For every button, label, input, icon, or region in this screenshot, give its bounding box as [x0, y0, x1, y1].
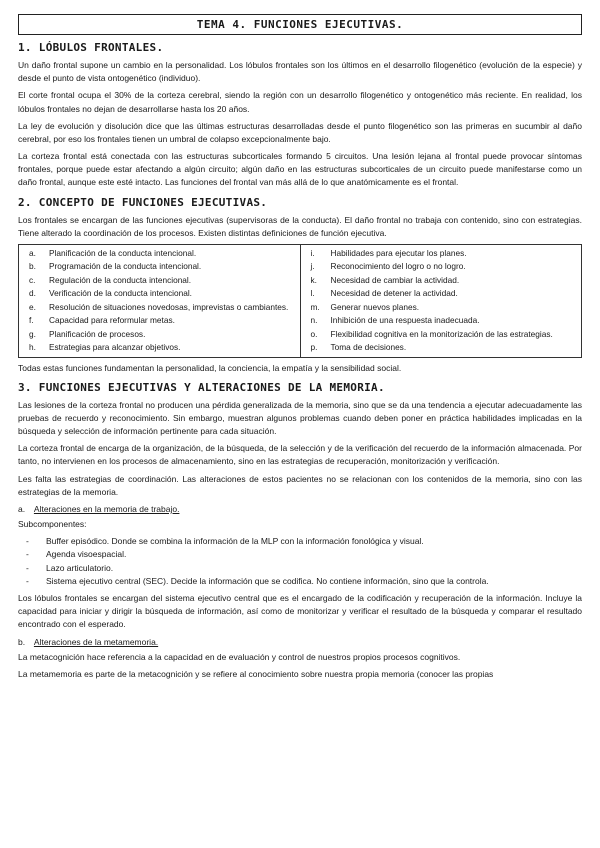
- list-item: e. Resolución de situaciones novedosas, imprevistas o cambiantes.: [29, 301, 289, 312]
- section-1-paragraph: El corte frontal ocupa el 30% de la corteza cerebral, siendo la región con un desarrollo filogenético y ontogenético más reciente. En realidad, los lóbulos frontales no dejan de desarrollarse hasta los 20 años.: [18, 90, 582, 114]
- subsection-a-title: Alteraciones en la memoria de trabajo.: [33, 503, 180, 514]
- list-item: g. Planificación de procesos.: [29, 328, 146, 339]
- list-item: p. Toma de decisiones.: [310, 342, 407, 353]
- section-3-paragraph: La corteza frontal de encarga de la organización, de la búsqueda, de la selección y de la verificación del recuerdo de la información almacenada. Por tanto, no intervienen en los procesos de almacenamiento, sino en las estrategias de recuperación, monitorización y verificación.: [18, 443, 582, 467]
- section-1-paragraph: La ley de evolución y disolución dice que las últimas estructuras desarrolladas desde el punto filogenético son las primeras en sucumbir al daño cerebral, por eso los frontales tienen un umbral de colapso excepcionalmente bajo.: [18, 120, 582, 144]
- list-item: o. Flexibilidad cognitiva en la monitorización de las estrategias.: [310, 328, 553, 339]
- list-item: i. Habilidades para ejecutar los planes.: [310, 248, 467, 259]
- functions-left-column: [19, 245, 301, 358]
- subsection-a-heading: [18, 503, 582, 516]
- executive-functions-table: [18, 244, 582, 358]
- subcomponents-list: [18, 535, 582, 588]
- subsection-a-paragraph: Los lóbulos frontales se encargan del sistema ejecutivo central que es el encargado de la codificación y recuperación de la información. Incluye la capacidad para iniciar y dirigir la búsqueda de información, así como de monitorizar y verificar el resultado de la búsqueda y comparar el resultado encontrado con el esperado.: [18, 592, 582, 630]
- section-3-paragraph: Las lesiones de la corteza frontal no producen una pérdida generalizada de la memoria, sino que se da una tendencia a ejecutar adecuadamente las pruebas de recuerdo y reconocimiento. Sin embargo, muestran algunos problemas cuando deben poner en práctica habilidades implicadas en la búsqueda y selección de información pertinente para cada situación.: [18, 399, 582, 437]
- list-item: b. Programación de la conducta intencional.: [29, 261, 202, 272]
- list-item: - Sistema ejecutivo central (SEC). Decide la información que se codifica. No contiene información, sino que la controla.: [26, 575, 489, 586]
- list-item: f. Capacidad para reformular metas.: [29, 315, 175, 326]
- page-title: TEMA 4. FUNCIONES EJECUTIVAS.: [18, 14, 582, 35]
- section-2-intro: Los frontales se encargan de las funciones ejecutivas (supervisoras de la conducta). El daño frontal no trabaja con contenido, sino con estrategias. Tiene alterado la coordinación de los procesos. Existen distintas definiciones de función ejecutiva.: [18, 214, 582, 238]
- section-2-outro: Todas estas funciones fundamentan la personalidad, la conciencia, la empatía y la sensibilidad social.: [18, 362, 402, 373]
- list-item: a. Planificación de la conducta intencional.: [29, 248, 197, 259]
- subsection-b-paragraph: La metacognición hace referencia a la capacidad en de evaluación y control de nuestros propios procesos cognitivos.: [18, 651, 461, 662]
- subsection-a-letter: a.: [18, 503, 26, 514]
- list-item: - Agenda visoespacial.: [26, 549, 127, 560]
- list-item: n. Inhibición de una respuesta inadecuada.: [310, 315, 480, 326]
- subsection-b-paragraph: La metamemoria es parte de la metacognición y se refiere al conocimiento sobre nuestra propia memoria (conocer las propias: [18, 668, 494, 679]
- list-item: h. Estrategias para alcanzar objetivos.: [29, 342, 181, 353]
- functions-right-column: [300, 245, 582, 358]
- list-item: - Buffer episódico. Donde se combina la información de la MLP con la información fonológica y visual.: [26, 536, 424, 547]
- list-item: l. Necesidad de detener la actividad.: [310, 288, 458, 299]
- list-item: m. Generar nuevos planes.: [310, 301, 420, 312]
- subcomponents-label: Subcomponentes:: [18, 519, 87, 530]
- list-item: - Lazo articulatorio.: [26, 562, 114, 573]
- list-item: k. Necesidad de cambiar la actividad.: [310, 274, 460, 285]
- section-2-heading: 2. CONCEPTO DE FUNCIONES EJECUTIVAS.: [18, 195, 268, 209]
- section-3-heading: 3. FUNCIONES EJECUTIVAS Y ALTERACIONES DE LA MEMORIA.: [18, 380, 385, 394]
- section-1-heading: 1. LÓBULOS FRONTALES.: [18, 41, 164, 55]
- subsection-b-title: Alteraciones de la metamemoria.: [33, 636, 159, 647]
- section-3-paragraph: Les falta las estrategias de coordinación. Las alteraciones de estos pacientes no se relacionan con los contenidos de la memoria, sino con las estrategias de la memoria.: [18, 473, 582, 497]
- section-1-paragraph: Un daño frontal supone un cambio en la personalidad. Los lóbulos frontales son los últimos en el desarrollo filogenético (evolución de la especie) y desde el punto de vista ontogenético (individuo).: [18, 60, 582, 84]
- section-1-paragraph: La corteza frontal está conectada con las estructuras subcorticales formando 5 circuitos. Una lesión lejana al frontal puede provocar síntomas frontales, porque puede estar afectando a algún circuito; algún daño en las estructuras subcorticales de un circuito puede manifestarse como un daño frontal, aunque este esté intacto. Las funciones del frontal van más allá de lo que anatómicamente es el frontal.: [18, 151, 582, 188]
- list-item: j. Reconocimiento del logro o no logro.: [310, 261, 466, 272]
- list-item: d. Verificación de la conducta intencional.: [29, 288, 192, 299]
- subsection-b-letter: b.: [18, 636, 26, 647]
- subsection-b-heading: [18, 636, 582, 649]
- list-item: c. Regulación de la conducta intencional.: [29, 274, 192, 285]
